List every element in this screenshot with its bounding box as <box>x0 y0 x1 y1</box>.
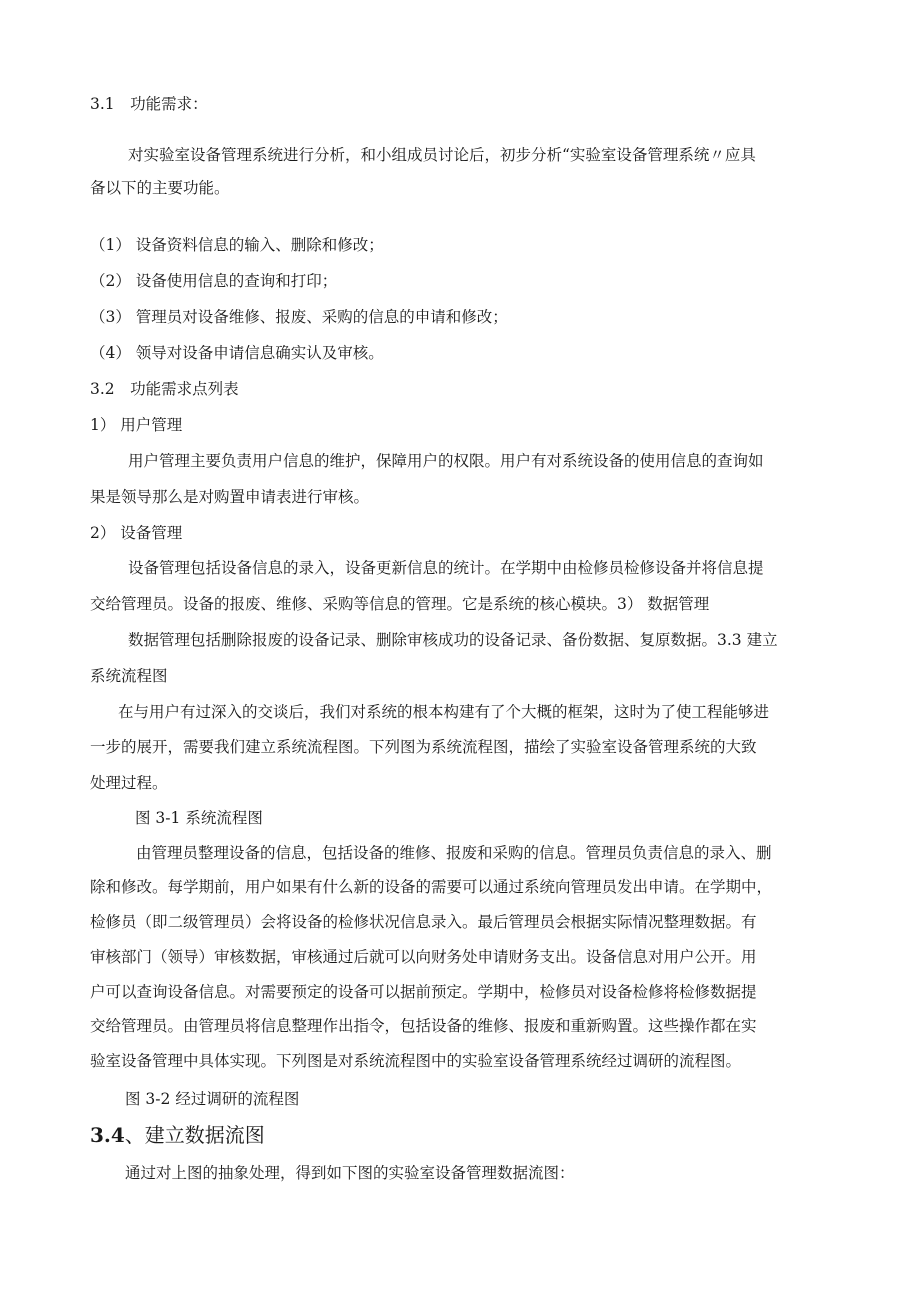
section-3-4-number: 3.4 <box>90 1123 125 1147</box>
intro-paragraph-line-1: 对实验室设备管理系统进行分析，和小组成员讨论后，初步分析“实验室设备管理系统〃应具 <box>128 146 756 164</box>
section-3-4-heading <box>90 1122 265 1148</box>
feature-item-1: （1） 设备资料信息的输入、删除和修改； <box>90 236 384 254</box>
process-description-line-7: 验室设备管理中具体实现。下列图是对系统流程图中的实验室设备管理系统经过调研的流程图。 <box>90 1052 742 1070</box>
flowchart-intro-line-3: 处理过程。 <box>90 774 168 792</box>
process-description-line-3: 检修员（即二级管理员）会将设备的检修状况信息录入。最后管理员会根据实际情况整理数据。有 <box>90 913 757 931</box>
data-management-line-2: 系统流程图 <box>90 667 168 685</box>
user-management-line-1: 用户管理主要负责用户信息的维护，保障用户的权限。用户有对系统设备的使用信息的查询如 <box>128 452 764 470</box>
process-description-line-5: 户可以查询设备信息。对需要预定的设备可以据前预定。学期中，检修员对设备检修将检修数据提 <box>90 983 757 1001</box>
process-description-line-1: 由管理员整理设备的信息，包括设备的维修、报废和采购的信息。管理员负责信息的录入、删 <box>136 844 772 862</box>
dataflow-intro-line: 通过对上图的抽象处理，得到如下图的实验室设备管理数据流图： <box>125 1164 575 1182</box>
data-management-line-1: 数据管理包括删除报废的设备记录、删除审核成功的设备记录、备份数据、复原数据。3.3 建立 <box>128 631 778 649</box>
figure-3-2-caption: 图 3-2 经过调研的流程图 <box>125 1090 300 1108</box>
section-3-4-title: 、建立数据流图 <box>124 1123 265 1147</box>
process-description-line-4: 审核部门（领导）审核数据，审核通过后就可以向财务处申请财务支出。设备信息对用户公开。用 <box>90 948 757 966</box>
feature-item-2: （2） 设备使用信息的查询和打印； <box>90 272 338 290</box>
feature-item-3: （3） 管理员对设备维修、报废、采购的信息的申请和修改； <box>90 308 508 326</box>
intro-paragraph-line-2: 备以下的主要功能。 <box>90 179 230 197</box>
flowchart-intro-line-2: 一步的展开，需要我们建立系统流程图。下列图为系统流程图，描绘了实验室设备管理系统的大致 <box>90 738 757 756</box>
feature-item-4: （4） 领导对设备申请信息确实认及审核。 <box>90 344 384 362</box>
figure-3-1-caption: 图 3-1 系统流程图 <box>135 809 263 827</box>
equipment-management-line-2: 交给管理员。设备的报废、维修、采购等信息的管理。它是系统的核心模块。3） 数据管理 <box>90 595 710 613</box>
flowchart-intro-line-1: 在与用户有过深入的交谈后，我们对系统的根本构建有了个大概的框架，这时为了使工程能够进 <box>118 703 770 721</box>
equipment-management-line-1: 设备管理包括设备信息的录入，设备更新信息的统计。在学期中由检修员检修设备并将信息提 <box>128 559 764 577</box>
process-description-line-2: 除和修改。每学期前，用户如果有什么新的设备的需要可以通过系统向管理员发出申请。在学期中， <box>90 878 773 896</box>
user-management-heading: 1） 用户管理 <box>90 416 183 434</box>
section-3-2-heading: 3.2 功能需求点列表 <box>90 380 239 398</box>
process-description-line-6: 交给管理员。由管理员将信息整理作出指令，包括设备的维修、报废和重新购置。这些操作都在实 <box>90 1017 757 1035</box>
equipment-management-heading: 2） 设备管理 <box>90 524 183 542</box>
user-management-line-2: 果是领导那么是对购置申请表进行审核。 <box>90 488 370 506</box>
section-3-1-heading: 3.1 功能需求： <box>90 95 208 113</box>
